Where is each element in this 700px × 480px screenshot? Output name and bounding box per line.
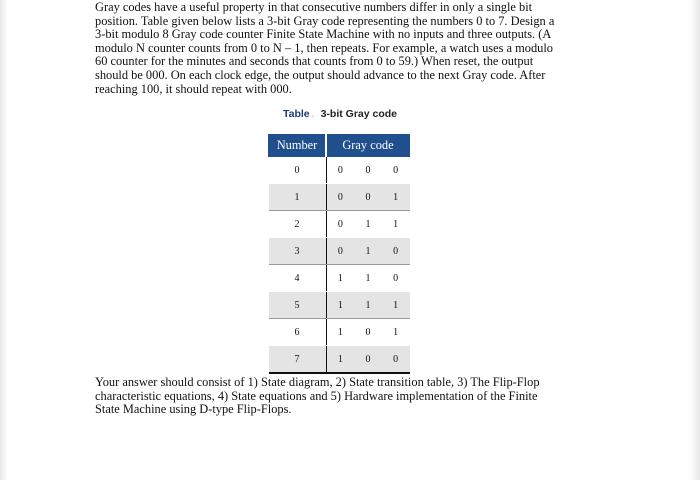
outro-line: Your answer should consist of 1) State diagram, 2) State transition table, 3) The Flip-Flop (95, 375, 540, 389)
table-row (269, 319, 410, 346)
problem-intro-paragraph (95, 1, 615, 96)
header-gray-code: Gray code (326, 135, 410, 157)
bit-cell: 0 (354, 319, 382, 346)
outro-line: State Machine using D-type Flip-Flops. (95, 402, 292, 417)
number-cell: 0 (269, 157, 327, 184)
table-row (269, 238, 410, 265)
bit-cell: 1 (382, 184, 410, 211)
bit-cell: 0 (354, 157, 382, 184)
intro-line: modulo N counter counts from 0 to N – 1, then repeats. For example, a watch uses a modulo (95, 40, 554, 55)
table-row (269, 211, 410, 238)
intro-line: reaching 100, it should repeat with 000. (95, 81, 292, 96)
table-row (269, 184, 410, 211)
table-caption-mark: . (311, 108, 315, 120)
page-shadow-right (690, 0, 700, 480)
intro-line: 3-bit modulo 8 Gray code counter Finite State Machine with no inputs and three outputs. (A (95, 27, 552, 42)
table-caption-title: 3-bit Gray code (320, 108, 398, 120)
page-shadow-left (0, 0, 8, 480)
table-caption-label: Table (283, 108, 310, 120)
bit-cell: 0 (382, 265, 410, 292)
bit-cell: 1 (382, 292, 410, 319)
bit-cell: 0 (326, 157, 354, 184)
table-row (269, 265, 410, 292)
number-cell: 1 (269, 184, 327, 211)
table-row (269, 346, 410, 374)
table-row (269, 157, 410, 184)
bit-cell: 0 (326, 211, 354, 238)
table-caption (283, 108, 397, 120)
bit-cell: 1 (326, 292, 354, 319)
bit-cell: 0 (354, 346, 382, 374)
bit-cell: 1 (326, 346, 354, 374)
bit-cell: 0 (382, 238, 410, 265)
bit-cell: 1 (354, 292, 382, 319)
table-row (269, 292, 410, 319)
number-cell: 7 (269, 346, 327, 374)
intro-line: Gray codes have a useful property in that consecutive numbers differ in only a single bit (95, 0, 533, 14)
number-cell: 3 (269, 238, 327, 265)
number-cell: 5 (269, 292, 327, 319)
bit-cell: 1 (382, 211, 410, 238)
number-cell: 4 (269, 265, 327, 292)
bit-cell: 1 (354, 211, 382, 238)
gray-code-table (268, 134, 410, 374)
bit-cell: 0 (326, 238, 354, 265)
answer-requirements-paragraph (95, 376, 615, 417)
bit-cell: 1 (326, 319, 354, 346)
number-cell: 2 (269, 211, 327, 238)
intro-line: position. Table given below lists a 3-bit Gray code representing the numbers 0 to 7. Design a (95, 13, 555, 28)
bit-cell: 1 (326, 265, 354, 292)
number-cell: 6 (269, 319, 327, 346)
header-number: Number (269, 135, 327, 157)
bit-cell: 0 (354, 184, 382, 211)
bit-cell: 0 (326, 184, 354, 211)
intro-line: should be 000. On each clock edge, the output should advance to the next Gray code. After (95, 67, 546, 82)
bit-cell: 1 (354, 265, 382, 292)
table-header-row (269, 135, 410, 157)
bit-cell: 0 (382, 157, 410, 184)
bit-cell: 0 (382, 346, 410, 374)
outro-line: characteristic equations, 4) State equations and 5) Hardware implementation of the Finite (95, 388, 538, 403)
bit-cell: 1 (354, 238, 382, 265)
intro-line: 60 counter for the minutes and seconds that counts from 0 to 59.) When reset, the output (95, 54, 534, 69)
bit-cell: 1 (382, 319, 410, 346)
